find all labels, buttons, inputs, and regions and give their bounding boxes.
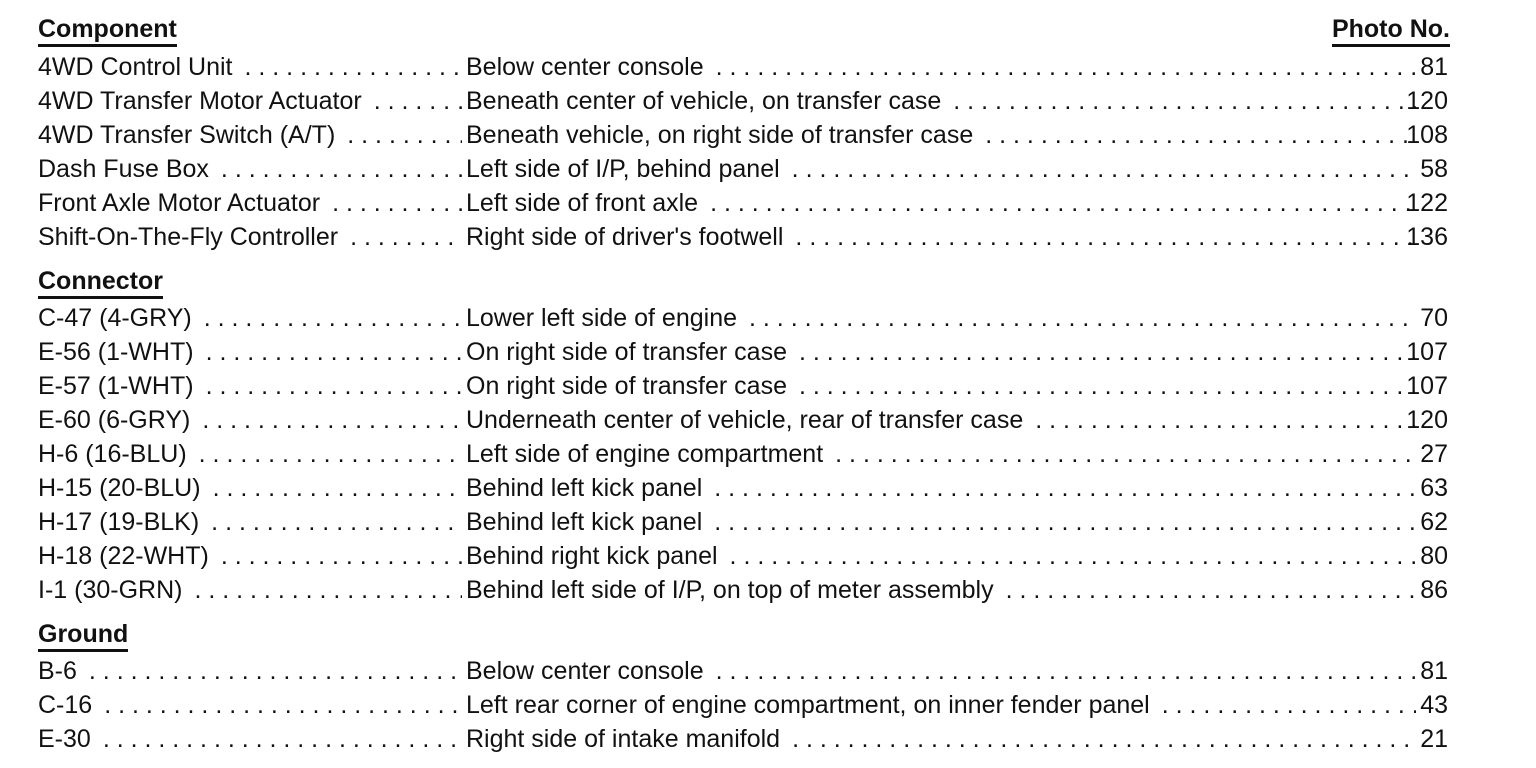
photo-number: 120 <box>1406 406 1448 434</box>
sections-container <box>38 50 1450 756</box>
name-cell <box>38 654 462 688</box>
location-cell <box>466 471 1416 505</box>
component-name: Front Axle Motor Actuator <box>38 186 332 220</box>
component-column-header: Component <box>38 14 177 47</box>
component-name: C-47 (4-GRY) <box>38 301 204 335</box>
location-text: Beneath vehicle, on right side of transfer case <box>466 118 985 152</box>
photo-number: 107 <box>1406 338 1448 366</box>
component-name: I-1 (30-GRN) <box>38 573 194 607</box>
name-cell <box>38 471 462 505</box>
photo-number: 86 <box>1420 576 1448 604</box>
location-cell <box>466 50 1416 84</box>
location-text: Right side of intake manifold <box>466 722 792 756</box>
component-name: E-30 <box>38 722 103 756</box>
component-location-table <box>38 14 1450 756</box>
location-text: Behind left kick panel <box>466 471 714 505</box>
dot-leader <box>716 50 1416 84</box>
location-cell <box>466 505 1416 539</box>
section-title: Connector <box>38 266 163 299</box>
table-row <box>38 573 1450 607</box>
location-text: Lower left side of engine <box>466 301 749 335</box>
name-cell <box>38 722 462 756</box>
component-name: 4WD Control Unit <box>38 50 245 84</box>
location-cell <box>466 335 1416 369</box>
dot-leader <box>714 471 1416 505</box>
location-text: On right side of transfer case <box>466 369 799 403</box>
component-name: E-57 (1-WHT) <box>38 369 206 403</box>
dot-leader <box>985 118 1416 152</box>
name-cell <box>38 539 462 573</box>
dot-leader <box>206 335 462 369</box>
location-cell <box>466 722 1416 756</box>
photo-number: 108 <box>1406 121 1448 149</box>
dot-leader <box>1162 688 1416 722</box>
name-cell <box>38 505 462 539</box>
dot-leader <box>89 654 462 688</box>
photo-number: 107 <box>1406 372 1448 400</box>
name-cell <box>38 437 462 471</box>
location-text: Below center console <box>466 654 716 688</box>
photo-number: 43 <box>1420 691 1448 719</box>
location-text: Left side of I/P, behind panel <box>466 152 792 186</box>
component-name: 4WD Transfer Motor Actuator <box>38 84 374 118</box>
dot-leader <box>792 722 1416 756</box>
location-text: Behind left side of I/P, on top of meter assembly <box>466 573 1006 607</box>
table-row <box>38 471 1450 505</box>
dot-leader <box>221 539 462 573</box>
dot-leader <box>199 437 462 471</box>
component-name: Dash Fuse Box <box>38 152 221 186</box>
location-text: Beneath center of vehicle, on transfer case <box>466 84 953 118</box>
table-row <box>38 301 1450 335</box>
name-cell <box>38 301 462 335</box>
photo-number: 58 <box>1420 155 1448 183</box>
component-name: E-56 (1-WHT) <box>38 335 206 369</box>
dot-leader <box>795 220 1416 254</box>
table-row <box>38 722 1450 756</box>
location-cell <box>466 654 1416 688</box>
dot-leader <box>103 722 462 756</box>
photo-number: 70 <box>1420 304 1448 332</box>
component-name: E-60 (6-GRY) <box>38 403 202 437</box>
table-row <box>38 437 1450 471</box>
dot-leader <box>835 437 1416 471</box>
dot-leader <box>714 505 1416 539</box>
section-2 <box>38 607 1450 756</box>
location-cell <box>466 84 1416 118</box>
location-text: Below center console <box>466 50 716 84</box>
photo-no-column-header: Photo No. <box>1332 14 1450 47</box>
location-text: On right side of transfer case <box>466 335 799 369</box>
photo-number: 81 <box>1420 657 1448 685</box>
photo-number: 81 <box>1420 53 1448 81</box>
table-row <box>38 84 1450 118</box>
component-name: 4WD Transfer Switch (A/T) <box>38 118 347 152</box>
table-row <box>38 220 1450 254</box>
dot-leader <box>211 505 462 539</box>
table-row <box>38 688 1450 722</box>
table-row <box>38 369 1450 403</box>
dot-leader <box>221 152 462 186</box>
dot-leader <box>104 688 462 722</box>
name-cell <box>38 50 462 84</box>
dot-leader <box>245 50 463 84</box>
table-row <box>38 118 1450 152</box>
dot-leader <box>953 84 1416 118</box>
name-cell <box>38 84 462 118</box>
location-cell <box>466 152 1416 186</box>
dot-leader <box>350 220 462 254</box>
location-text: Right side of driver's footwell <box>466 220 795 254</box>
name-cell <box>38 403 462 437</box>
name-cell <box>38 118 462 152</box>
name-cell <box>38 152 462 186</box>
component-name: B-6 <box>38 654 89 688</box>
component-name: H-15 (20-BLU) <box>38 471 213 505</box>
location-cell <box>466 186 1416 220</box>
dot-leader <box>1006 573 1416 607</box>
location-text: Left side of front axle <box>466 186 710 220</box>
dot-leader <box>194 573 462 607</box>
component-name: H-18 (22-WHT) <box>38 539 221 573</box>
dot-leader <box>206 369 462 403</box>
dot-leader <box>1035 403 1416 437</box>
table-row <box>38 654 1450 688</box>
location-cell <box>466 539 1416 573</box>
dot-leader <box>799 335 1416 369</box>
component-name: H-17 (19-BLK) <box>38 505 211 539</box>
dot-leader <box>332 186 462 220</box>
photo-number: 136 <box>1406 223 1448 251</box>
table-row <box>38 505 1450 539</box>
photo-number: 21 <box>1420 725 1448 753</box>
location-text: Behind right kick panel <box>466 539 730 573</box>
location-cell <box>466 369 1416 403</box>
photo-number: 120 <box>1406 87 1448 115</box>
table-row <box>38 152 1450 186</box>
location-cell <box>466 688 1416 722</box>
photo-number: 63 <box>1420 474 1448 502</box>
location-cell <box>466 403 1416 437</box>
name-cell <box>38 335 462 369</box>
section-0 <box>38 50 1450 254</box>
photo-number: 27 <box>1420 440 1448 468</box>
dot-leader <box>799 369 1416 403</box>
dot-leader <box>710 186 1416 220</box>
name-cell <box>38 573 462 607</box>
table-row <box>38 186 1450 220</box>
section-title: Ground <box>38 619 128 652</box>
location-cell <box>466 118 1416 152</box>
photo-number: 80 <box>1420 542 1448 570</box>
table-header <box>38 14 1450 46</box>
component-name: Shift-On-The-Fly Controller <box>38 220 350 254</box>
dot-leader <box>716 654 1416 688</box>
section-1 <box>38 254 1450 607</box>
location-cell <box>466 573 1416 607</box>
name-cell <box>38 186 462 220</box>
name-cell <box>38 369 462 403</box>
dot-leader <box>792 152 1416 186</box>
dot-leader <box>347 118 462 152</box>
table-row <box>38 403 1450 437</box>
dot-leader <box>730 539 1416 573</box>
location-cell <box>466 437 1416 471</box>
dot-leader <box>213 471 462 505</box>
table-row <box>38 50 1450 84</box>
location-text: Behind left kick panel <box>466 505 714 539</box>
name-cell <box>38 688 462 722</box>
location-cell <box>466 301 1416 335</box>
table-row <box>38 335 1450 369</box>
component-name: C-16 <box>38 688 104 722</box>
location-text: Left side of engine compartment <box>466 437 835 471</box>
table-row <box>38 539 1450 573</box>
dot-leader <box>374 84 462 118</box>
dot-leader <box>202 403 462 437</box>
location-text: Left rear corner of engine compartment, on inner fender panel <box>466 688 1162 722</box>
location-text: Underneath center of vehicle, rear of transfer case <box>466 403 1035 437</box>
location-cell <box>466 220 1416 254</box>
dot-leader <box>749 301 1416 335</box>
name-cell <box>38 220 462 254</box>
dot-leader <box>204 301 462 335</box>
component-name: H-6 (16-BLU) <box>38 437 199 471</box>
photo-number: 62 <box>1420 508 1448 536</box>
photo-number: 122 <box>1406 189 1448 217</box>
